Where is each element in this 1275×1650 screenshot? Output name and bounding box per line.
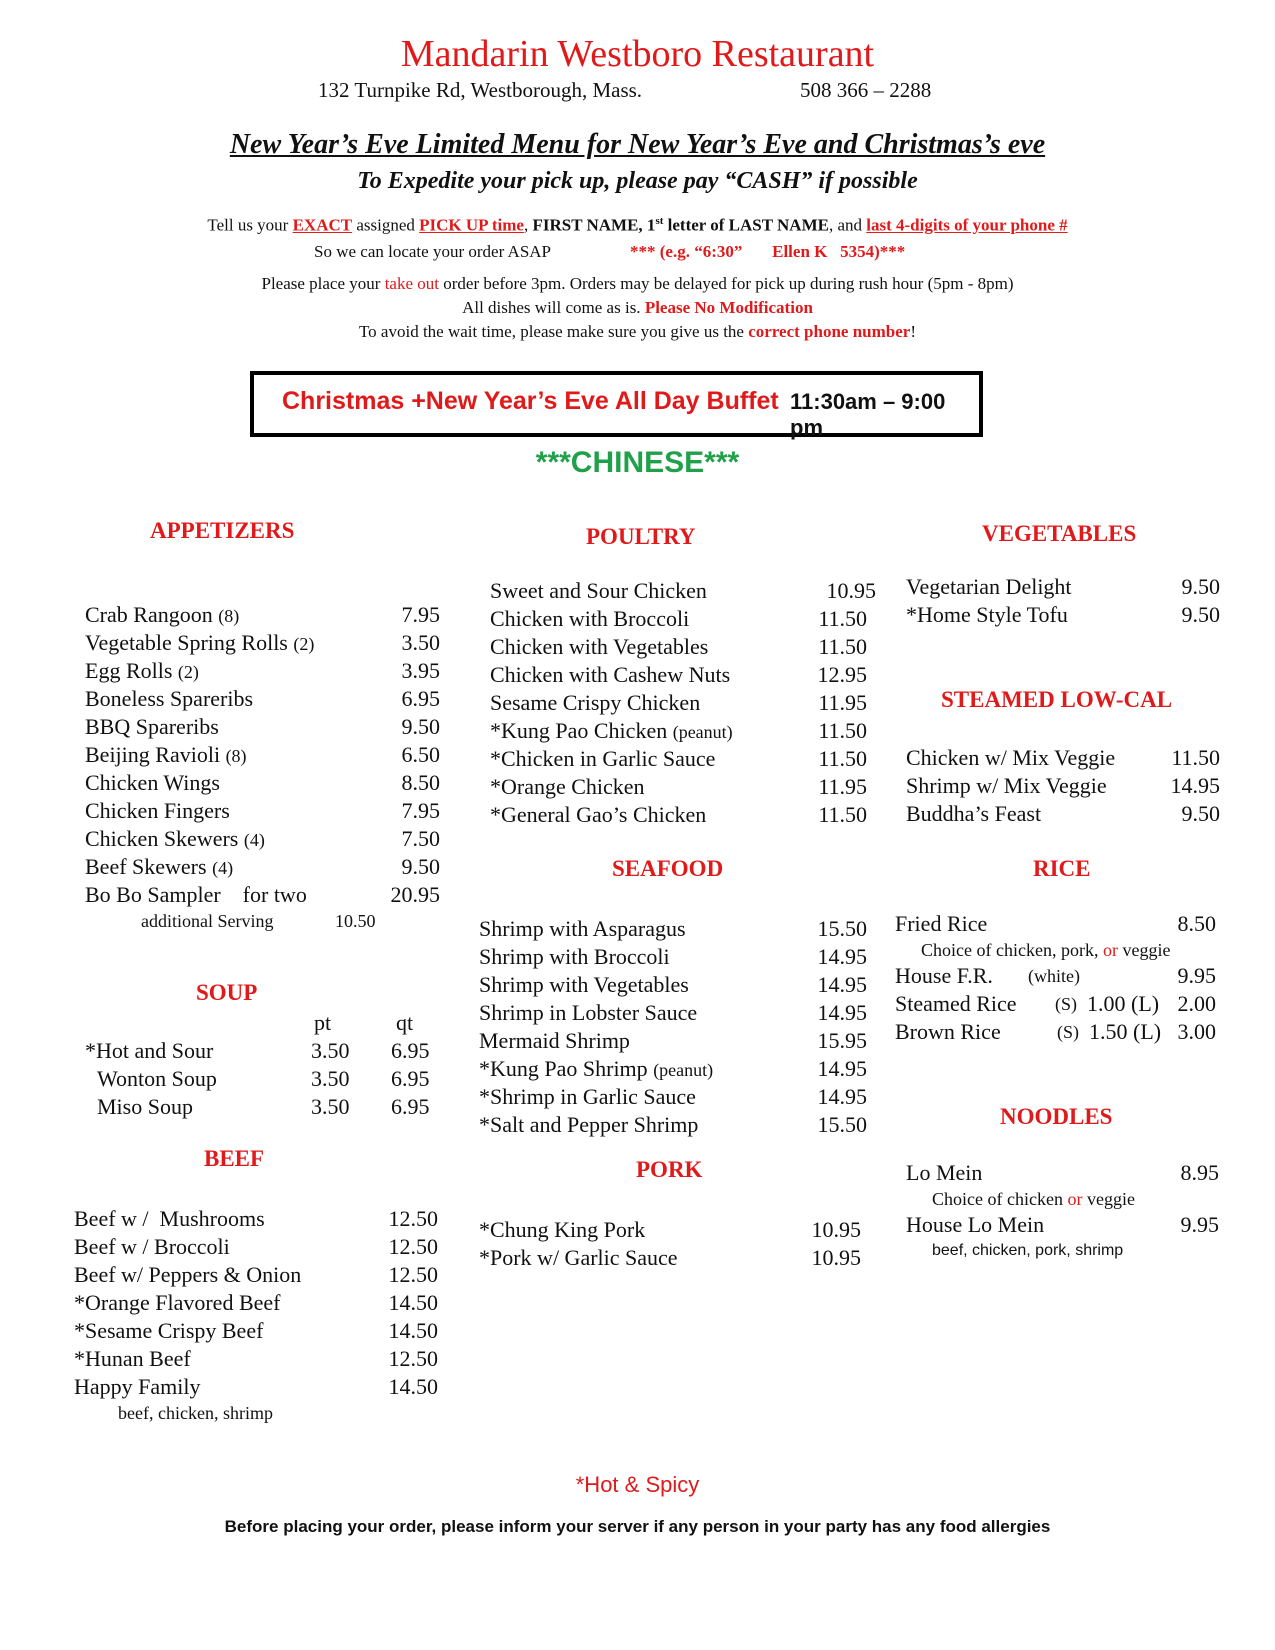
- sampler-extra: [85, 909, 440, 935]
- item-note: beef, chicken, shrimp: [118, 1403, 273, 1423]
- instructions-text: Tell us your: [207, 215, 293, 235]
- soup-pt-header: pt: [314, 1010, 332, 1035]
- item-name: *General Gao’s Chicken: [490, 802, 707, 827]
- item-price: 10.95: [826, 578, 876, 603]
- menu-item: [85, 797, 440, 825]
- menu-item: [490, 577, 876, 605]
- menu-item: [895, 1018, 1220, 1046]
- menu-item: [895, 990, 1220, 1018]
- item-qty: (white): [1028, 966, 1080, 986]
- appetizers-heading: APPETIZERS: [150, 518, 295, 543]
- item-note: [906, 1187, 1219, 1211]
- menu-item: [85, 713, 440, 741]
- price-small: 1.50: [1089, 1019, 1128, 1044]
- menu-item: [479, 1111, 867, 1139]
- phone-number-text: !: [910, 322, 916, 341]
- item-price: 6.95: [401, 686, 440, 711]
- pork-list: [479, 1216, 861, 1272]
- item-price: 11.50: [818, 802, 867, 827]
- item-name: Lo Mein: [906, 1160, 983, 1185]
- item-price: 12.50: [388, 1206, 438, 1231]
- menu-item: [85, 657, 440, 685]
- menu-item: [906, 601, 1220, 629]
- menu-item: [74, 1345, 438, 1373]
- item-price: 14.95: [817, 972, 867, 997]
- note-text: veggie: [1117, 940, 1171, 960]
- item-price: 9.50: [401, 854, 440, 879]
- item-note: [895, 938, 1220, 962]
- item-qty: (8): [218, 606, 240, 626]
- restaurant-title: Mandarin Westboro Restaurant: [400, 33, 875, 75]
- extra-price: 10.50: [335, 911, 376, 931]
- menu-item: [85, 1037, 440, 1065]
- item-qty: (8): [225, 746, 247, 766]
- item-price: 15.95: [817, 1028, 867, 1053]
- item-name: Vegetarian Delight: [906, 574, 1072, 599]
- exact-label: EXACT: [292, 215, 353, 235]
- item-name: Miso Soup: [97, 1094, 193, 1119]
- steamed-list: [906, 744, 1220, 828]
- cuisine-label: ***CHINESE***: [535, 446, 740, 479]
- item-price: 12.50: [388, 1262, 438, 1287]
- item-name: Crab Rangoon: [85, 602, 213, 627]
- seafood-list: [479, 915, 867, 1139]
- menu-item: [490, 801, 876, 829]
- price-large: 2.00: [1177, 991, 1216, 1016]
- item-price: 11.95: [818, 690, 867, 715]
- item-price: 3.95: [401, 658, 440, 683]
- item-name: Shrimp with Asparagus: [479, 916, 686, 941]
- correct-phone-label: correct phone number: [748, 322, 911, 341]
- item-qty: (2): [293, 634, 315, 654]
- menu-item: [490, 773, 876, 801]
- item-price-pt: 3.50: [311, 1066, 350, 1091]
- item-price: 9.50: [401, 714, 440, 739]
- item-price: 11.95: [818, 774, 867, 799]
- menu-item: [490, 745, 876, 773]
- beef-heading: BEEF: [204, 1146, 265, 1171]
- item-qty: (peanut): [653, 1060, 714, 1080]
- item-name: *Kung Pao Shrimp: [479, 1056, 648, 1081]
- item-name: Bo Bo Sampler for two: [85, 882, 307, 907]
- item-name: Fried Rice: [895, 911, 988, 936]
- item-name: Egg Rolls: [85, 658, 173, 683]
- buffet-title: Christmas +New Year’s Eve All Day Buffet: [282, 387, 779, 415]
- item-name: *Hunan Beef: [74, 1346, 191, 1371]
- item-price: 12.95: [817, 662, 867, 687]
- order-example: *** (e.g. “6:30” Ellen K 5354)***: [630, 242, 906, 261]
- size-small: (S): [1057, 1022, 1079, 1042]
- item-name: *Home Style Tofu: [906, 602, 1068, 627]
- note-text: veggie: [1082, 1189, 1135, 1209]
- item-name: House F.R.: [895, 963, 993, 988]
- item-price-qt: 6.95: [391, 1066, 430, 1091]
- menu-item: [74, 1373, 438, 1401]
- menu-item: [490, 689, 876, 717]
- item-price: 9.50: [1181, 602, 1220, 627]
- item-qty: (peanut): [672, 722, 733, 742]
- menu-item: [490, 661, 876, 689]
- menu-item: [74, 1233, 438, 1261]
- item-qty: (2): [177, 662, 199, 682]
- instructions-text: , and: [828, 215, 867, 235]
- item-name: Brown Rice: [895, 1019, 1001, 1044]
- ordinal-suffix: st: [655, 215, 664, 227]
- instructions-line: [0, 210, 1275, 237]
- item-name: *Chung King Pork: [479, 1217, 646, 1242]
- phone-number-line: [0, 321, 1275, 343]
- item-name: Chicken w/ Mix Veggie: [906, 745, 1116, 770]
- poultry-list: [490, 577, 876, 829]
- poultry-heading: POULTRY: [586, 524, 696, 549]
- takeout-text: Please place your: [261, 274, 385, 293]
- menu-item: [85, 769, 440, 797]
- item-name: *Kung Pao Chicken: [490, 718, 668, 743]
- note-or: or: [1102, 940, 1118, 960]
- menu-item: [490, 633, 876, 661]
- last-name-label: letter of LAST NAME: [663, 215, 829, 235]
- item-price: 14.95: [817, 1084, 867, 1109]
- item-name: Shrimp in Lobster Sauce: [479, 1000, 698, 1025]
- item-price: 12.50: [388, 1234, 438, 1259]
- menu-item: [479, 1027, 867, 1055]
- takeout-line: [0, 273, 1275, 295]
- item-name: Sesame Crispy Chicken: [490, 690, 701, 715]
- item-name: Chicken Fingers: [85, 798, 230, 823]
- item-name: *Orange Flavored Beef: [74, 1290, 281, 1315]
- buffet-banner: [250, 371, 983, 440]
- item-price: 15.50: [817, 1112, 867, 1137]
- menu-item: [895, 962, 1220, 990]
- item-price-pt: 3.50: [311, 1038, 350, 1063]
- item-name: BBQ Spareribs: [85, 714, 219, 739]
- menu-item: [906, 744, 1220, 772]
- modification-text: All dishes will come as is.: [462, 298, 645, 317]
- item-price: 10.95: [811, 1217, 861, 1242]
- menu-item: [85, 741, 440, 769]
- item-qty: (4): [243, 830, 265, 850]
- item-price: 3.50: [401, 630, 440, 655]
- pickup-time-label: PICK UP time: [419, 215, 524, 235]
- menu-item: [479, 1083, 867, 1111]
- first-name-label: FIRST NAME, 1: [532, 215, 656, 235]
- item-price: 11.50: [818, 634, 867, 659]
- menu-item: [490, 717, 876, 745]
- instructions-text: assigned: [352, 215, 420, 235]
- menu-item: [74, 1317, 438, 1345]
- menu-item: [479, 999, 867, 1027]
- item-price: 14.50: [388, 1374, 438, 1399]
- item-name: Mermaid Shrimp: [479, 1028, 630, 1053]
- item-name: Beef w / Mushrooms: [74, 1206, 265, 1231]
- item-price: 14.95: [1170, 773, 1220, 798]
- rice-heading: RICE: [1033, 856, 1091, 881]
- item-price: 8.50: [1177, 911, 1216, 936]
- vegetables-list: [906, 573, 1220, 629]
- size-large: (L): [1131, 991, 1160, 1016]
- menu-subheading: To Expedite your pick up, please pay “CASH” if possible: [357, 168, 918, 194]
- size-large: (L): [1133, 1019, 1162, 1044]
- noodles-list: [906, 1159, 1219, 1263]
- menu-item: [85, 1065, 440, 1093]
- takeout-label: take out: [384, 274, 439, 293]
- menu-item: [74, 1261, 438, 1289]
- item-name: Chicken with Cashew Nuts: [490, 662, 731, 687]
- item-name: Happy Family: [74, 1374, 201, 1399]
- instructions-text: ,: [523, 215, 533, 235]
- buffet-hours: 11:30am – 9:00 pm: [790, 389, 946, 440]
- menu-item: [906, 1211, 1219, 1239]
- phone-digits-label: last 4-digits of your phone #: [866, 215, 1068, 235]
- item-name: Beef Skewers: [85, 854, 207, 879]
- takeout-text: order before 3pm. Orders may be delayed for pick up during rush hour (5pm - 8pm): [438, 274, 1014, 293]
- rice-list: [895, 910, 1220, 1046]
- no-modification-label: Please No Modification: [644, 298, 813, 317]
- item-price: 14.50: [388, 1318, 438, 1343]
- item-name: *Pork w/ Garlic Sauce: [479, 1245, 678, 1270]
- pork-heading: PORK: [636, 1157, 703, 1182]
- item-name: *Sesame Crispy Beef: [74, 1318, 264, 1343]
- item-name: Shrimp w/ Mix Veggie: [906, 773, 1107, 798]
- item-price: 11.50: [1171, 745, 1220, 770]
- menu-item: [906, 1159, 1219, 1187]
- modification-line: [0, 297, 1275, 319]
- item-price: 9.95: [1177, 963, 1216, 988]
- item-price: 7.95: [401, 602, 440, 627]
- menu-item: [479, 1244, 861, 1272]
- soup-qt-header: qt: [396, 1010, 414, 1035]
- item-name: Beef w / Broccoli: [74, 1234, 230, 1259]
- item-price: 8.95: [1180, 1160, 1219, 1185]
- item-name: Shrimp with Vegetables: [479, 972, 689, 997]
- menu-item: [85, 1093, 440, 1121]
- item-name: Vegetable Spring Rolls: [85, 630, 288, 655]
- menu-item: [479, 943, 867, 971]
- item-price: 9.50: [1181, 801, 1220, 826]
- item-name: Chicken with Vegetables: [490, 634, 709, 659]
- item-price: 11.50: [818, 746, 867, 771]
- item-name: *Shrimp in Garlic Sauce: [479, 1084, 696, 1109]
- menu-item: [906, 573, 1220, 601]
- item-price: 14.50: [388, 1290, 438, 1315]
- soup-list: [85, 1037, 440, 1121]
- item-name: *Salt and Pepper Shrimp: [479, 1112, 699, 1137]
- item-name: *Chicken in Garlic Sauce: [490, 746, 716, 771]
- item-name: Chicken Skewers: [85, 826, 239, 851]
- item-price: 6.50: [401, 742, 440, 767]
- item-price: 12.50: [388, 1346, 438, 1371]
- item-name: Steamed Rice: [895, 991, 1017, 1016]
- menu-item: [85, 853, 440, 881]
- menu-item: [479, 1216, 861, 1244]
- menu-item: [906, 800, 1220, 828]
- price-small: 1.00: [1087, 991, 1126, 1016]
- item-price: 7.50: [401, 826, 440, 851]
- hot-spicy-legend: *Hot & Spicy: [575, 1472, 700, 1497]
- item-price: 9.95: [1180, 1212, 1219, 1237]
- item-price: 14.95: [817, 1056, 867, 1081]
- item-price: 15.50: [817, 916, 867, 941]
- item-name: Beef w/ Peppers & Onion: [74, 1262, 302, 1287]
- menu-heading: [0, 128, 1275, 162]
- item-price: 11.50: [818, 606, 867, 631]
- restaurant-phone: 508 366 – 2288: [800, 78, 932, 102]
- steamed-heading: STEAMED LOW-CAL: [941, 687, 1173, 712]
- menu-item: [85, 629, 440, 657]
- item-name: Sweet and Sour Chicken: [490, 578, 707, 603]
- menu-item: [74, 1205, 438, 1233]
- item-price-pt: 3.50: [311, 1094, 350, 1119]
- item-note: beef, chicken, pork, shrimp: [932, 1242, 1124, 1259]
- allergy-notice: Before placing your order, please inform your server if any person in your party has any food allergies: [224, 1517, 1051, 1536]
- note-text: Choice of chicken: [932, 1189, 1068, 1209]
- menu-item: [490, 605, 876, 633]
- extra-label: additional Serving: [141, 911, 274, 931]
- item-name: Chicken Wings: [85, 770, 220, 795]
- item-name: Beijing Ravioli: [85, 742, 221, 767]
- item-price: 14.95: [817, 1000, 867, 1025]
- beef-list: [74, 1205, 438, 1425]
- item-name: Chicken with Broccoli: [490, 606, 690, 631]
- item-name: Buddha’s Feast: [906, 801, 1042, 826]
- menu-item: [85, 825, 440, 853]
- appetizers-list: [85, 601, 440, 935]
- menu-item: [479, 971, 867, 999]
- menu-heading-text: New Year’s Eve Limited Menu for New Year’s Eve and Christmas’s eve: [229, 129, 1046, 160]
- menu-item: [85, 685, 440, 713]
- item-price-qt: 6.95: [391, 1094, 430, 1119]
- vegetables-heading: VEGETABLES: [982, 521, 1137, 546]
- item-name: Wonton Soup: [97, 1066, 217, 1091]
- item-name: Shrimp with Broccoli: [479, 944, 670, 969]
- menu-item: [479, 915, 867, 943]
- menu-item: [85, 881, 440, 909]
- note-or: or: [1067, 1189, 1083, 1209]
- phone-number-text: To avoid the wait time, please make sure you give us the: [358, 322, 749, 341]
- item-price: 9.50: [1181, 574, 1220, 599]
- menu-item: [85, 601, 440, 629]
- note-text: Choice of chicken, pork,: [921, 940, 1103, 960]
- price-large: 3.00: [1177, 1019, 1216, 1044]
- noodles-heading: NOODLES: [1000, 1104, 1113, 1129]
- menu-item: [479, 1055, 867, 1083]
- seafood-heading: SEAFOOD: [612, 856, 724, 881]
- menu-item: [906, 772, 1220, 800]
- soup-heading: SOUP: [196, 980, 258, 1005]
- item-qty: (4): [212, 858, 234, 878]
- item-price: 10.95: [811, 1245, 861, 1270]
- item-name: *Orange Chicken: [490, 774, 645, 799]
- menu-item: [895, 910, 1220, 938]
- item-price-qt: 6.95: [391, 1038, 430, 1063]
- item-price: 11.50: [818, 718, 867, 743]
- item-price: 20.95: [390, 882, 440, 907]
- size-small: (S): [1055, 994, 1077, 1014]
- item-price: 8.50: [401, 770, 440, 795]
- item-price: 14.95: [817, 944, 867, 969]
- item-name: *Hot and Sour: [85, 1038, 214, 1063]
- menu-item: [74, 1289, 438, 1317]
- item-name: House Lo Mein: [906, 1212, 1045, 1237]
- item-name: Boneless Spareribs: [85, 686, 254, 711]
- item-price: 7.95: [401, 798, 440, 823]
- restaurant-address: 132 Turnpike Rd, Westborough, Mass.: [318, 78, 643, 102]
- locate-order-text: So we can locate your order ASAP: [314, 242, 552, 261]
